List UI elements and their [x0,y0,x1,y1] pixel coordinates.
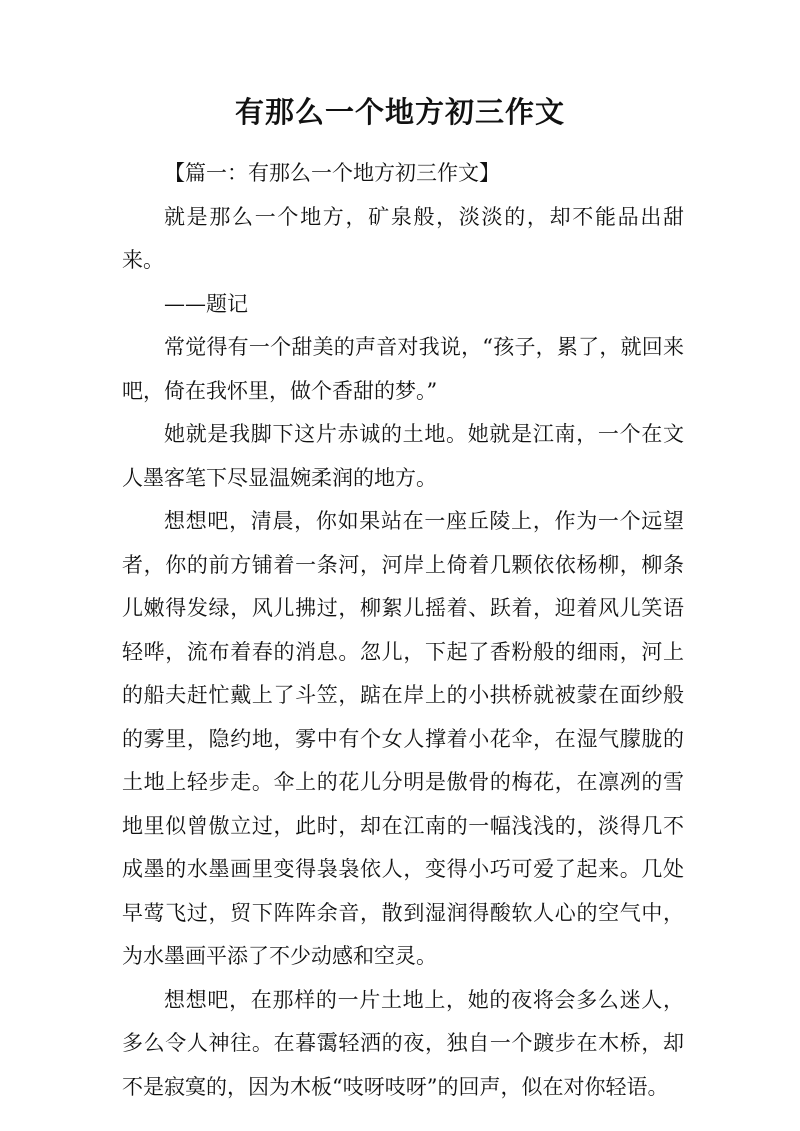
paragraph: 常觉得有一个甜美的声音对我说，“孩子，累了，就回来吧，倚在我怀里，做个香甜的梦。” [122,335,684,403]
paragraph: 想想吧，在那样的一片土地上，她的夜将会多么迷人，多么令人神往。在暮霭轻洒的夜，独自一个踱步在木桥，却不是寂寞的，因为木板“吱呀吱呀”的回声，似在对你轻语。 [122,987,684,1099]
document-title: 有那么一个地方初三作文 [234,95,565,129]
epigraph-line: 就是那么一个地方，矿泉般，淡淡的，却不能品出甜来。 [122,204,684,272]
document-body [122,152,684,1109]
section-heading: 【篇一：有那么一个地方初三作文】 [164,161,500,185]
epigraph-attribution: ——题记 [164,291,248,316]
paragraph: 想想吧，清晨，你如果站在一座丘陵上，作为一个远望者，你的前方铺着一条河，河岸上倚着几颗依依杨柳，柳条儿嫩得发绿，风儿拂过，柳絮儿摇着、跃着，迎着风儿笑语轻哗，流布着春的消息。忽儿，下起了香粉般的细雨，河上的船夫赶忙戴上了斗笠，踮在岸上的小拱桥就被蒙在面纱般的雾里，隐约地，雾中有个女人撑着小花伞，在湿气朦胧的土地上轻步走。伞上的花儿分明是傲骨的梅花，在凛冽的雪地里似曾傲立过，此时，却在江南的一幅浅浅的，淡得几不成墨的水墨画里变得袅袅依人，变得小巧可爱了起来。几处早莺飞过，贸下阵阵余音，散到湿润得酸软人心的空气中，为水墨画平添了不少动感和空灵。 [122,509,684,968]
paragraph: 她就是我脚下这片赤诚的土地。她就是江南，一个在文人墨客笔下尽显温婉柔润的地方。 [122,422,684,490]
